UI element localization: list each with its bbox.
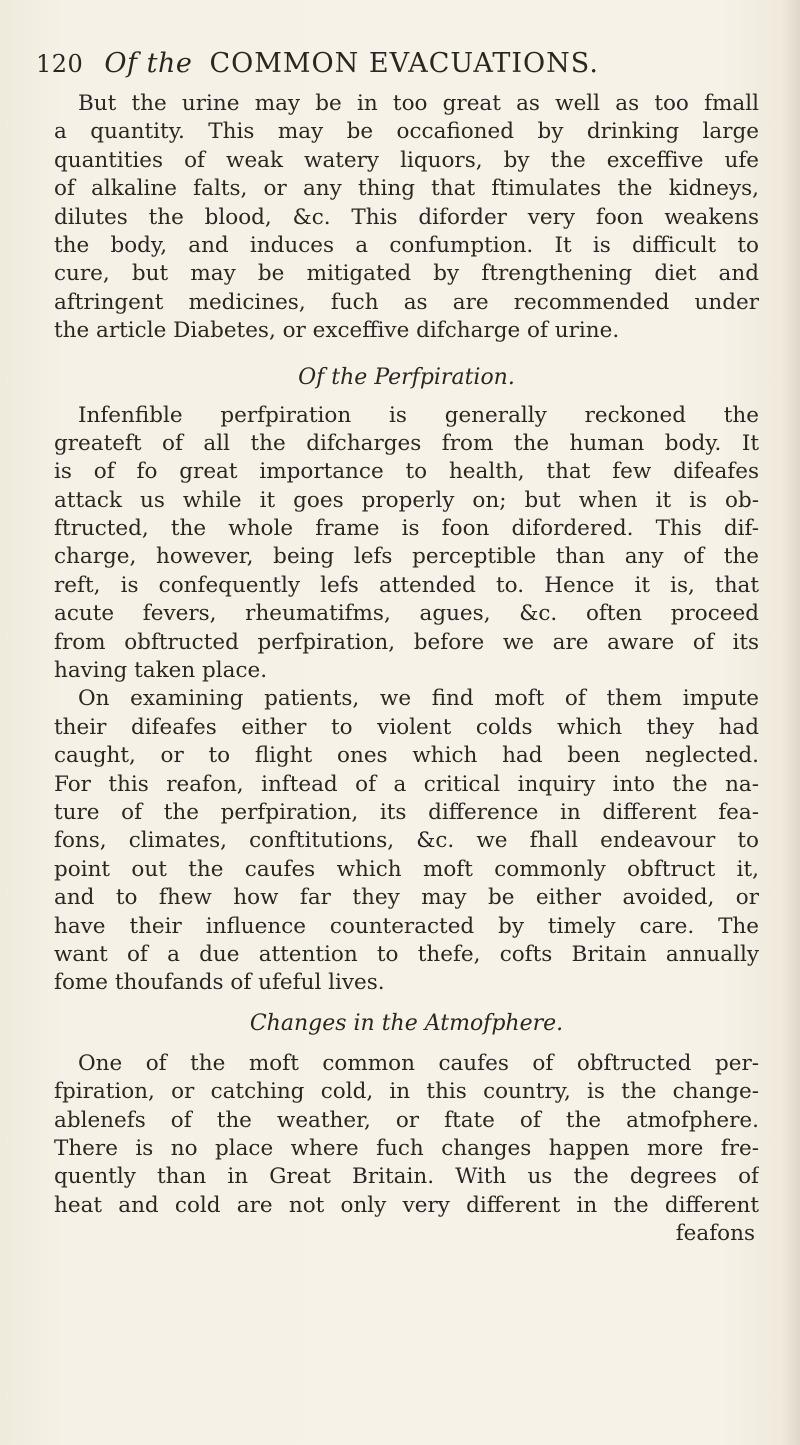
text-line: One of the moft common caufes of obftructed per- xyxy=(78,1050,759,1076)
text-line: reft, is confequently lefs attended to. Hence it is, that xyxy=(54,572,759,598)
text-line: attack us while it goes properly on; but when it is ob- xyxy=(54,487,759,513)
text-line: the body, and induces a confumption. It is difficult to xyxy=(54,232,759,258)
text-line: and to fhew how far they may be either avoided, or xyxy=(54,885,759,911)
text-line: greateft of all the difcharges from the human body. It xyxy=(54,430,759,456)
text-line: want of a due attention to thefe, cofts Britain annually xyxy=(54,941,759,967)
text-line: On examining patients, we find moft of them impute xyxy=(78,686,759,712)
body-text xyxy=(54,90,759,1248)
text-line: charge, however, being lefs perceptible than any of the xyxy=(54,544,759,570)
text-line: For this reafon, inftead of a critical inquiry into the na- xyxy=(54,771,759,797)
running-head xyxy=(36,48,776,88)
text-line: ture of the perfpiration, its difference in different fea- xyxy=(54,799,759,825)
text-line: is of fo great importance to health, that few difeafes xyxy=(54,459,759,485)
text-line: dilutes the blood, &c. This diforder very foon weakens xyxy=(54,204,759,230)
text-line: the article Diabetes, or exceffive difcharge of urine. xyxy=(54,318,620,344)
text-line: aftringent medicines, fuch as are recommended under xyxy=(54,289,759,315)
text-line: But the urine may be in too great as well as too fmall xyxy=(78,91,759,116)
text-line: Infenfible perfpiration is generally reckoned the xyxy=(78,402,759,428)
running-head-of-the: Of the xyxy=(104,48,193,79)
text-line: There is no place where fuch changes happen more fre- xyxy=(54,1135,759,1161)
text-line: have their influence counteracted by timely care. The xyxy=(54,913,759,939)
text-line: a quantity. This may be occafioned by drinking large xyxy=(54,119,759,145)
paragraph-perspiration-1 xyxy=(54,402,759,686)
text-line: their difeafes either to violent colds which they had xyxy=(54,714,759,740)
paragraph-urine xyxy=(54,90,759,346)
text-line: acute fevers, rheumatifms, agues, &c. often proceed xyxy=(54,601,759,627)
running-head-title: COMMON EVACUATIONS. xyxy=(209,48,599,79)
catchword: feafons xyxy=(675,1221,755,1247)
text-line: fons, climates, conftitutions, &c. we fhall endeavour to xyxy=(54,828,759,854)
page-number: 120 xyxy=(36,50,84,78)
text-line: caught, or to flight ones which had been neglected. xyxy=(54,743,759,769)
text-line: ftructed, the whole frame is foon difordered. This dif- xyxy=(54,516,759,542)
paragraph-perspiration-2 xyxy=(54,685,759,997)
text-line: fpiration, or catching cold, in this country, is the change- xyxy=(54,1079,759,1105)
text-line: of alkaline falts, or any thing that ftimulates the kidneys, xyxy=(54,176,759,202)
text-line: from obftructed perfpiration, before we are aware of its xyxy=(54,629,759,655)
text-line: heat and cold are not only very different in the different xyxy=(54,1192,759,1218)
section-heading-perspiration: Of the Perfpiration. xyxy=(298,364,515,390)
paragraph-atmosphere xyxy=(54,1050,759,1220)
text-line: having taken place. xyxy=(54,658,268,684)
text-line: quantities of weak watery liquors, by the exceffive ufe xyxy=(54,147,759,173)
text-line: cure, but may be mitigated by ftrengthening diet and xyxy=(54,261,759,287)
page-edge-shadow xyxy=(782,0,800,1445)
text-line: point out the caufes which moft commonly obftruct it, xyxy=(54,856,759,882)
text-line: ablenefs of the weather, or ftate of the atmofphere. xyxy=(54,1107,759,1133)
text-line: quently than in Great Britain. With us the degrees of xyxy=(54,1164,759,1190)
text-line: fome thoufands of ufeful lives. xyxy=(54,970,385,996)
section-heading-atmosphere: Changes in the Atmofphere. xyxy=(249,1010,564,1036)
